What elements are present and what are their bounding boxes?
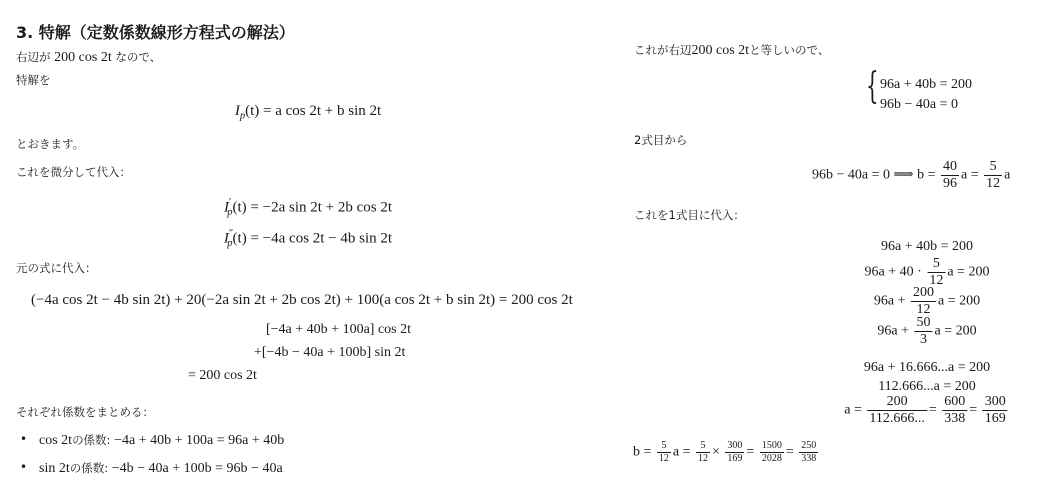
math-expression: a = bbox=[844, 402, 862, 418]
denominator: 12 bbox=[929, 273, 944, 288]
fraction bbox=[867, 395, 926, 426]
equation-first-derivative: $I'_p(t) = -2a$ sin 2t + 2b cos 2t bbox=[223, 197, 393, 218]
numerator: 1500 bbox=[761, 440, 782, 451]
math-expression: 96a + bbox=[873, 293, 906, 309]
math-inline: sin 2t bbox=[39, 461, 70, 476]
equation-system bbox=[866, 66, 973, 115]
denominator: 12 bbox=[658, 453, 669, 464]
math-expression: 96a + bbox=[877, 323, 909, 339]
system-line: 96b − 40a = 0 bbox=[880, 97, 959, 112]
step-8 bbox=[633, 441, 820, 464]
text: の係数: bbox=[72, 433, 111, 447]
math-expression: 96a + 40 · bbox=[864, 264, 922, 280]
numerator: 600 bbox=[944, 394, 966, 409]
fraction bbox=[942, 395, 967, 426]
numerator: 5 bbox=[984, 160, 1002, 176]
math-expression: = bbox=[969, 402, 978, 418]
equation-second-derivative: $I''_p(t) = -4a$ cos 2t − 4b sin 2t bbox=[223, 228, 393, 249]
step-2 bbox=[865, 257, 990, 288]
denominator: 96 bbox=[942, 176, 957, 191]
numerator: 5 bbox=[657, 441, 671, 453]
math-expression: a bbox=[1004, 167, 1011, 183]
paragraph-rhs bbox=[16, 49, 161, 66]
fraction bbox=[941, 160, 959, 191]
math-expression: 96b − 40a = 0 ⟹ b = bbox=[812, 167, 936, 183]
numerator: 5 bbox=[927, 257, 945, 273]
numerator: 250 bbox=[801, 440, 817, 451]
numerator: 300 bbox=[727, 440, 743, 451]
equation-grouped-rhs: = 200 cos 2t bbox=[188, 368, 257, 383]
numerator: 300 bbox=[984, 394, 1006, 409]
text: なので、 bbox=[115, 50, 162, 64]
section-heading: 3. 特解（定数係数線形方程式の解法） bbox=[16, 23, 295, 42]
paragraph-equal-rhs bbox=[634, 42, 829, 59]
fraction bbox=[799, 441, 818, 464]
math-inline: −4a + 40b + 100a = 96a + 40b bbox=[114, 433, 285, 448]
math-expression: a = bbox=[960, 167, 979, 183]
step-5: 96a + 16.666...a = 200 bbox=[863, 360, 991, 375]
system-line: 96a + 40b = 200 bbox=[880, 77, 973, 92]
math-expression: a = bbox=[672, 444, 691, 460]
math-expression: a = 200 bbox=[934, 323, 977, 339]
denominator: 12 bbox=[986, 176, 1001, 191]
math-expression: = bbox=[928, 402, 937, 418]
fraction bbox=[657, 441, 671, 464]
paragraph-differentiate: これを微分して代入： bbox=[16, 165, 131, 179]
paragraph-substitute-first: これを1式目に代入： bbox=[634, 208, 745, 222]
step-6: 112.666...a = 200 bbox=[878, 379, 976, 394]
denominator: 12 bbox=[698, 453, 709, 464]
numerator: 200 bbox=[867, 395, 926, 411]
denominator: 3 bbox=[920, 332, 927, 347]
text: と等しいので、 bbox=[749, 43, 830, 57]
math-expression: b = bbox=[633, 444, 652, 460]
denominator: 169 bbox=[727, 453, 743, 464]
step-7 bbox=[844, 395, 1009, 426]
math-inline: −4b − 40a + 100b = 96b − 40a bbox=[111, 461, 283, 476]
fraction bbox=[983, 395, 1008, 426]
denominator: 112.666... bbox=[869, 411, 925, 426]
denominator: 338 bbox=[944, 411, 966, 426]
paragraph-substitute: 元の式に代入： bbox=[16, 261, 97, 275]
paragraph-set: とおきます。 bbox=[16, 137, 85, 151]
math-expression: (t) = a cos 2t + b sin 2t bbox=[245, 103, 382, 119]
fraction bbox=[911, 286, 936, 317]
math-expression: (t) = −4a cos 2t − 4b sin 2t bbox=[232, 230, 393, 247]
denominator: 2028 bbox=[761, 453, 782, 464]
math-expression: (t) = −2a sin 2t + 2b cos 2t bbox=[232, 199, 393, 216]
equation-substituted: (−4a cos 2t − 4b sin 2t) + 20(−2a sin 2t + 2b cos 2t) + 100(a cos 2t + b sin 2t) = 200 cos 2t bbox=[31, 292, 573, 308]
math-inline: 200 cos 2t bbox=[691, 43, 750, 58]
math-expression: = bbox=[785, 444, 794, 460]
fraction bbox=[915, 316, 933, 347]
step-1: 96a + 40b = 200 bbox=[880, 239, 974, 254]
fraction bbox=[760, 441, 784, 464]
math-expression: a = 200 bbox=[947, 264, 990, 280]
text: これが右辺 bbox=[634, 43, 692, 57]
fraction bbox=[725, 441, 744, 464]
math-expression: = bbox=[746, 444, 755, 460]
math-symbol: I bbox=[234, 103, 240, 119]
math-inline: 200 cos 2t bbox=[54, 50, 112, 65]
paragraph-particular: 特解を bbox=[16, 73, 51, 87]
paragraph-second-eq: 2式目から bbox=[634, 133, 688, 147]
step-3 bbox=[874, 286, 980, 317]
numerator: 200 bbox=[913, 285, 934, 300]
fraction bbox=[696, 441, 710, 464]
numerator: 5 bbox=[696, 441, 710, 453]
step-4 bbox=[877, 316, 976, 347]
equation-grouped-sin: +[−4b − 40a + 100b] sin 2t bbox=[254, 345, 406, 360]
equation-ip: $I_p(t) = a$ cos 2t + b sin 2t bbox=[234, 103, 382, 122]
math-expression: a = 200 bbox=[938, 293, 981, 309]
equation-grouped-cos: [−4a + 40b + 100a] cos 2t bbox=[266, 322, 411, 337]
text: 右辺が bbox=[16, 50, 51, 64]
numerator: 40 bbox=[942, 159, 957, 174]
equation-solve-b bbox=[812, 160, 1010, 191]
denominator: 169 bbox=[984, 411, 1006, 426]
numerator: 50 bbox=[916, 315, 931, 330]
fraction bbox=[984, 160, 1002, 191]
denominator: 338 bbox=[801, 453, 817, 464]
fraction bbox=[927, 257, 945, 288]
math-inline: cos 2t bbox=[39, 433, 73, 448]
paragraph-coefficients: それぞれ係数をまとめる： bbox=[16, 405, 154, 419]
math-expression: × bbox=[712, 444, 720, 460]
brace-icon: { bbox=[866, 66, 879, 107]
text: の係数: bbox=[69, 461, 109, 475]
denominator: 12 bbox=[916, 302, 931, 317]
